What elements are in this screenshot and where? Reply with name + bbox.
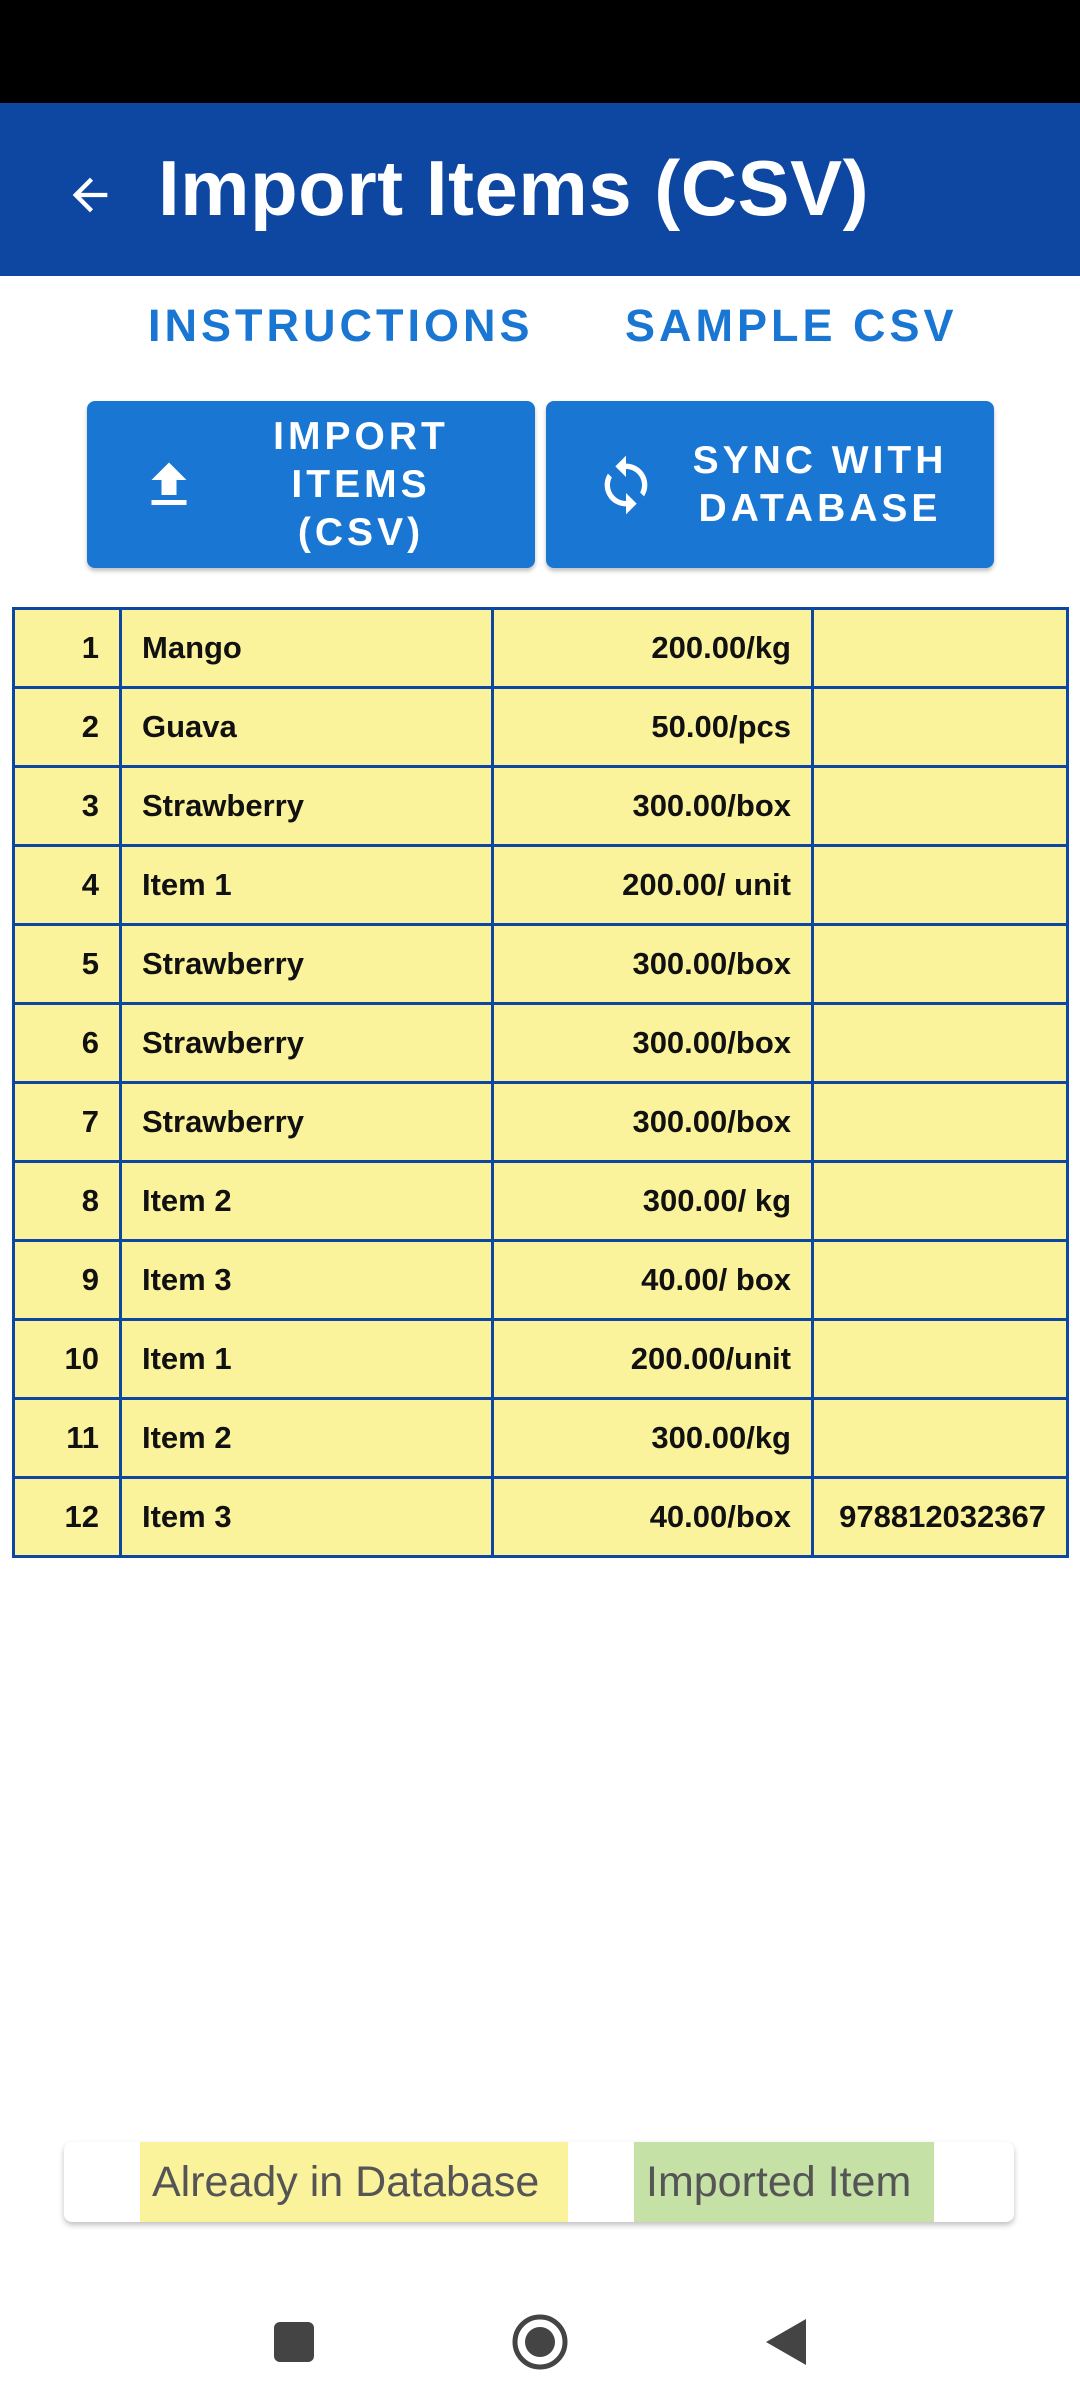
legend-imported-item: Imported Item [634, 2142, 934, 2222]
table-row[interactable] [14, 1399, 1068, 1478]
item-name: Item 3 [121, 1241, 493, 1320]
item-barcode [813, 925, 1068, 1004]
row-number: 4 [14, 846, 121, 925]
sync-label-line: DATABASE [698, 486, 942, 530]
item-price: 40.00/box [493, 1478, 813, 1557]
sample-csv-link[interactable]: SAMPLE CSV [625, 300, 958, 351]
legend [64, 2142, 1014, 2222]
import-button-label [207, 413, 515, 557]
items-table [12, 607, 1069, 1558]
home-button[interactable] [500, 2302, 580, 2382]
table-row[interactable] [14, 688, 1068, 767]
item-price: 300.00/kg [493, 1399, 813, 1478]
table-row[interactable] [14, 925, 1068, 1004]
nav-back-button[interactable] [746, 2302, 826, 2382]
table-row[interactable] [14, 846, 1068, 925]
table-row[interactable] [14, 1478, 1068, 1557]
upload-icon [139, 455, 199, 515]
item-barcode [813, 609, 1068, 688]
link-row [0, 300, 1080, 370]
import-label-line: (CSV) [297, 510, 425, 554]
instructions-link[interactable]: INSTRUCTIONS [148, 300, 534, 351]
item-barcode [813, 1083, 1068, 1162]
row-number: 5 [14, 925, 121, 1004]
import-items-csv-button[interactable] [87, 401, 535, 568]
item-name: Strawberry [121, 1004, 493, 1083]
item-barcode [813, 1162, 1068, 1241]
row-number: 6 [14, 1004, 121, 1083]
back-button[interactable] [50, 155, 130, 235]
row-number: 1 [14, 609, 121, 688]
item-barcode [813, 1004, 1068, 1083]
item-name: Item 1 [121, 1320, 493, 1399]
item-barcode [813, 1241, 1068, 1320]
table-row[interactable] [14, 1241, 1068, 1320]
import-label-line: IMPORT [273, 414, 449, 458]
item-barcode [813, 846, 1068, 925]
item-name: Strawberry [121, 767, 493, 846]
item-barcode [813, 1399, 1068, 1478]
row-number: 10 [14, 1320, 121, 1399]
row-number: 12 [14, 1478, 121, 1557]
item-name: Guava [121, 688, 493, 767]
row-number: 2 [14, 688, 121, 767]
item-price: 200.00/kg [493, 609, 813, 688]
item-name: Item 2 [121, 1162, 493, 1241]
item-price: 300.00/box [493, 925, 813, 1004]
item-price: 300.00/box [493, 767, 813, 846]
item-price: 300.00/ kg [493, 1162, 813, 1241]
item-price: 300.00/box [493, 1004, 813, 1083]
item-price: 300.00/box [493, 1083, 813, 1162]
item-barcode [813, 688, 1068, 767]
item-price: 50.00/pcs [493, 688, 813, 767]
item-name: Item 1 [121, 846, 493, 925]
table-row[interactable] [14, 1320, 1068, 1399]
row-number: 3 [14, 767, 121, 846]
item-barcode: 978812032367 [813, 1478, 1068, 1557]
item-name: Item 2 [121, 1399, 493, 1478]
item-barcode [813, 767, 1068, 846]
table-row[interactable] [14, 1004, 1068, 1083]
recents-button[interactable] [254, 2302, 334, 2382]
sync-button-label [666, 437, 974, 533]
table-row[interactable] [14, 1162, 1068, 1241]
legend-already-in-database: Already in Database [140, 2142, 568, 2222]
row-number: 7 [14, 1083, 121, 1162]
sync-with-database-button[interactable] [546, 401, 994, 568]
sync-label-line: SYNC WITH [692, 438, 948, 482]
item-price: 200.00/unit [493, 1320, 813, 1399]
row-number: 9 [14, 1241, 121, 1320]
status-bar [0, 0, 1080, 103]
sync-icon [594, 453, 658, 517]
item-name: Item 3 [121, 1478, 493, 1557]
page-title: Import Items (CSV) [158, 144, 870, 232]
item-name: Mango [121, 609, 493, 688]
item-barcode [813, 1320, 1068, 1399]
row-number: 11 [14, 1399, 121, 1478]
square-recents-icon [272, 2320, 316, 2364]
table-row[interactable] [14, 1083, 1068, 1162]
import-label-line: ITEMS [291, 462, 431, 506]
triangle-back-icon [764, 2317, 808, 2367]
item-name: Strawberry [121, 1083, 493, 1162]
table-row[interactable] [14, 609, 1068, 688]
item-name: Strawberry [121, 925, 493, 1004]
arrow-back-icon [64, 169, 116, 221]
app-bar [0, 103, 1080, 276]
row-number: 8 [14, 1162, 121, 1241]
system-nav-bar [0, 2280, 1080, 2400]
table-row[interactable] [14, 767, 1068, 846]
item-price: 200.00/ unit [493, 846, 813, 925]
item-price: 40.00/ box [493, 1241, 813, 1320]
circle-home-icon [510, 2312, 570, 2372]
